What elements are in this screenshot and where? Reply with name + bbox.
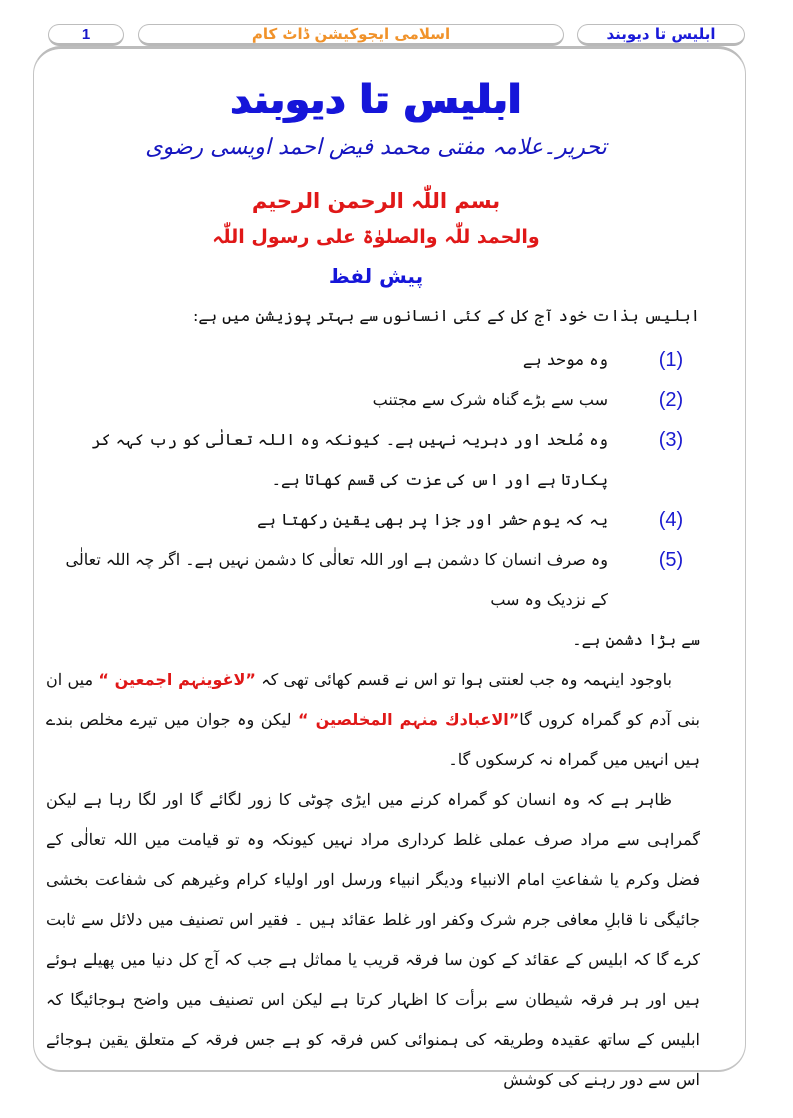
item-text: وہ موحد ہے bbox=[522, 350, 608, 369]
item-number: (3) bbox=[658, 429, 684, 451]
section-heading: پیش لفظ bbox=[328, 264, 424, 288]
oath-text-1: باوجود اینہمہ وہ جب لعنتی ہوا تو اس نے قسم کھائی تھی کہ bbox=[255, 670, 672, 689]
author-line: تحریر۔علامہ مفتی محمد فیض احمد اویسی رضوی bbox=[145, 135, 607, 160]
item-number: (1) bbox=[658, 349, 684, 371]
page-number: 1 bbox=[81, 25, 91, 43]
hamd-line: والحمد للّٰہ والصلوٰۃ علی رسول اللّٰہ bbox=[212, 226, 540, 248]
bismillah: بسم اللّٰہ الرحمن الرحیم bbox=[251, 189, 501, 213]
points-list bbox=[46, 340, 706, 660]
list-item bbox=[46, 420, 706, 500]
quran-quote-1: ”لاغوینہم اجمعین “ bbox=[98, 670, 256, 689]
book-title-running-head: ابلیس تا دیوبند bbox=[606, 25, 716, 43]
body-paragraph: ظاہر ہے کہ وہ انسان کو گمراہ کرنے میں ایڑی چوٹی کا زور لگائے گا اور لگا رہا ہے لیکن گمراہی سے مراد صرف عملی غلط کرداری مراد نہیں کیونکہ وہ تو قیامت میں اللہ تعالٰی کے فضل وکرم یا شفاعتِ امام الانبیاء ودیگر انبیاء ورسل اور اولیاء کرام وغیرھم کی شفاعت بخشی جائیگی نا قابلِ معافی جرم شرک وکفر اور غلط عقائد ہیں ۔ فقیر اس تصنیف میں دلائل سے ثابت کرے گا کہ ابلیس کے عقائد کے کون سا فرقہ قریب یا مماثل ہے جب کہ آج کل دنیا میں پھیلے ہوئے ہیں اور ہر فرقہ شیطان سے برأت کا اظہار کرتا ہے لیکن اس تصنیف میں واضح ہوجائیگا کہ ابلیس کے ساتھ عقیدہ وطریقہ کی ہمنوائی کس فرقہ کو ہے جس فرقہ کے متعلق یقین ہوجائے اس سے دور رہنے کی کوشش bbox=[46, 790, 701, 1089]
site-name: اسلامی ایجوکیشن ڈاٹ کام bbox=[251, 25, 451, 43]
intro-paragraph: ابلیس بذات خود آج کل کے کئی انسانوں سے بہتر پوزیشن میں ہے: bbox=[192, 306, 700, 325]
item-text: سب سے بڑے گناہ شرک سے مجتنب bbox=[372, 390, 608, 409]
oath-text-2: میں ان بنی آدم کو گمراہ کروں گا bbox=[46, 670, 700, 729]
item-text: یہ کہ یوم حشر اور جزا پر بھی یقین رکھتا ہے bbox=[257, 510, 608, 529]
page-content bbox=[46, 66, 706, 1100]
quran-quote-2: ”الاعبادك منہم المخلصین “ bbox=[298, 710, 520, 729]
book-title-badge bbox=[577, 24, 745, 46]
list-item bbox=[46, 540, 706, 660]
item-text: وہ صرف انسان کا دشمن ہے اور اللہ تعالٰی کا دشمن نہیں ہے۔ اگر چہ اللہ تعالٰی کے نزدیک وہ سب bbox=[65, 550, 608, 609]
item-text-continuation: سے بڑا دشمن ہے۔ bbox=[572, 630, 700, 649]
item-text: وہ مُلحد اور دہریہ نہیں ہے۔ کیونکہ وہ اللہ تعالٰی کو رب کہہ کر پکارتا ہے اور اس کی عزت کی قسم کھاتا ہے۔ bbox=[91, 430, 608, 489]
list-item bbox=[46, 500, 706, 540]
document-title: ابلیس تا دیوبند bbox=[230, 77, 522, 123]
item-number: (5) bbox=[658, 549, 684, 571]
oath-paragraph bbox=[46, 660, 706, 780]
item-number: (4) bbox=[658, 509, 684, 531]
site-name-banner bbox=[138, 24, 564, 46]
page-number-badge bbox=[48, 24, 124, 46]
item-number: (2) bbox=[658, 389, 684, 411]
list-item bbox=[46, 340, 706, 380]
oath-text-3: لیکن وہ جوان میں تیرے مخلص بندے ہیں انہیں میں گمراہ نہ کرسکوں گا۔ bbox=[46, 710, 700, 769]
list-item bbox=[46, 380, 706, 420]
